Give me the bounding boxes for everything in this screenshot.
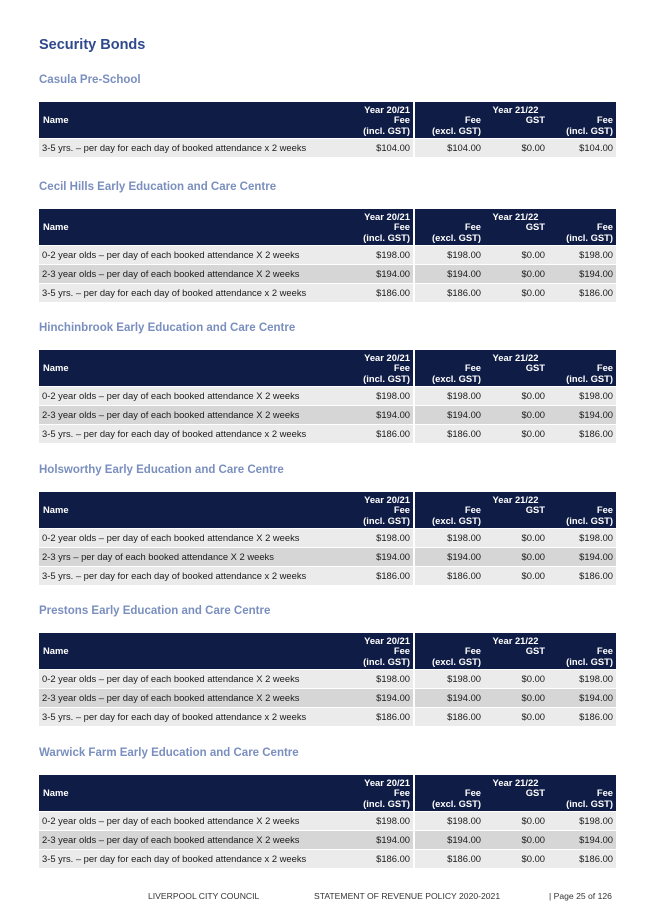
- fee-2122-incl-gst: $104.00: [548, 138, 616, 157]
- table-row: [39, 849, 616, 868]
- table-row: [39, 547, 616, 566]
- fee-2122-incl-gst: $198.00: [548, 386, 616, 405]
- column-header-fee-incl-curr: [548, 222, 616, 245]
- header-gst-label: GST: [525, 504, 545, 515]
- table-row: [39, 264, 616, 283]
- fee-2021-incl-gst: $194.00: [346, 688, 415, 707]
- fee-2122-excl-gst: $186.00: [415, 566, 484, 585]
- header-incl-gst-label: (incl. GST): [363, 372, 410, 384]
- column-header-fee-incl-curr: [548, 363, 616, 386]
- fee-2021-incl-gst: $198.00: [346, 669, 415, 688]
- table-row: [39, 688, 616, 707]
- table-row: [39, 386, 616, 405]
- fee-2122-incl-gst: $186.00: [548, 283, 616, 302]
- gst-amount: $0.00: [484, 830, 548, 849]
- gst-amount: $0.00: [484, 386, 548, 405]
- column-header-gst: [484, 363, 548, 386]
- column-header-fee-incl: [346, 222, 415, 245]
- column-header-year-prev: Year 20/21: [346, 775, 415, 788]
- fee-2122-incl-gst: $194.00: [548, 830, 616, 849]
- header-incl-gst-label: (incl. GST): [363, 655, 410, 667]
- header-fee-label: Fee: [464, 787, 481, 798]
- table-row: [39, 283, 616, 302]
- fee-2122-incl-gst: $194.00: [548, 264, 616, 283]
- header-incl-gst-label: (incl. GST): [566, 231, 613, 243]
- fee-name: 3-5 yrs. – per day for each day of booked attendance x 2 weeks: [39, 138, 346, 157]
- fee-name: 3-5 yrs. – per day for each day of booked attendance x 2 weeks: [39, 424, 346, 443]
- column-header-fee-incl: [346, 115, 415, 138]
- fee-2021-incl-gst: $198.00: [346, 386, 415, 405]
- header-incl-gst-label: (incl. GST): [566, 655, 613, 667]
- header-gst-label: GST: [525, 114, 545, 125]
- fee-2122-incl-gst: $186.00: [548, 707, 616, 726]
- header-incl-gst-label: (incl. GST): [363, 797, 410, 809]
- fee-2122-excl-gst: $198.00: [415, 669, 484, 688]
- fee-name: 2-3 year olds – per day of each booked attendance X 2 weeks: [39, 688, 346, 707]
- header-fee-label: Fee: [464, 504, 481, 515]
- header-excl-gst-label: (excl. GST): [432, 372, 481, 384]
- header-incl-gst-label: (incl. GST): [566, 124, 613, 136]
- fee-2021-incl-gst: $194.00: [346, 264, 415, 283]
- section-title: Holsworthy Early Education and Care Centre: [39, 464, 284, 476]
- column-header-fee-incl-curr: [548, 788, 616, 811]
- fee-name: 3-5 yrs. – per day for each day of booked attendance x 2 weeks: [39, 566, 346, 585]
- column-header-name: Name: [39, 102, 346, 138]
- fee-name: 0-2 year olds – per day of each booked attendance X 2 weeks: [39, 386, 346, 405]
- gst-amount: $0.00: [484, 688, 548, 707]
- fee-2122-excl-gst: $198.00: [415, 811, 484, 830]
- column-header-fee-excl: [415, 788, 484, 811]
- column-header-fee-excl: [415, 646, 484, 669]
- fee-2122-incl-gst: $194.00: [548, 547, 616, 566]
- footer-statement: STATEMENT OF REVENUE POLICY 2020-2021: [314, 891, 501, 901]
- header-excl-gst-label: (excl. GST): [432, 124, 481, 136]
- section-title: Casula Pre-School: [39, 74, 141, 86]
- column-header-fee-incl: [346, 505, 415, 528]
- fee-2122-excl-gst: $194.00: [415, 830, 484, 849]
- column-header-fee-incl-curr: [548, 115, 616, 138]
- fee-2021-incl-gst: $194.00: [346, 405, 415, 424]
- column-header-name: Name: [39, 492, 346, 528]
- fee-table: [39, 350, 616, 443]
- column-header-fee-excl: [415, 115, 484, 138]
- table-row: [39, 245, 616, 264]
- gst-amount: $0.00: [484, 849, 548, 868]
- header-fee-label: Fee: [596, 114, 613, 125]
- section-title: Prestons Early Education and Care Centre: [39, 605, 271, 617]
- gst-amount: $0.00: [484, 283, 548, 302]
- header-fee-label: Fee: [596, 362, 613, 373]
- gst-amount: $0.00: [484, 669, 548, 688]
- fee-2122-excl-gst: $194.00: [415, 547, 484, 566]
- column-header-fee-incl: [346, 363, 415, 386]
- header-fee-label: Fee: [596, 645, 613, 656]
- column-header-year-prev: Year 20/21: [346, 350, 415, 363]
- header-fee-label: Fee: [393, 504, 410, 515]
- fee-table: [39, 102, 616, 157]
- fee-name: 3-5 yrs. – per day for each day of booked attendance x 2 weeks: [39, 707, 346, 726]
- fee-2122-incl-gst: $186.00: [548, 849, 616, 868]
- header-gst-label: GST: [525, 787, 545, 798]
- header-incl-gst-label: (incl. GST): [363, 124, 410, 136]
- column-header-fee-excl: [415, 363, 484, 386]
- column-header-gst: [484, 222, 548, 245]
- header-excl-gst-label: (excl. GST): [432, 797, 481, 809]
- gst-amount: $0.00: [484, 138, 548, 157]
- header-gst-label: GST: [525, 645, 545, 656]
- header-incl-gst-label: (incl. GST): [363, 231, 410, 243]
- fee-2122-excl-gst: $194.00: [415, 688, 484, 707]
- fee-2122-excl-gst: $198.00: [415, 386, 484, 405]
- table-row: [39, 707, 616, 726]
- header-fee-label: Fee: [393, 645, 410, 656]
- fee-section: [39, 179, 616, 302]
- column-header-year-curr: Year 21/22: [415, 102, 616, 115]
- header-fee-label: Fee: [596, 221, 613, 232]
- column-header-fee-excl: [415, 505, 484, 528]
- gst-amount: $0.00: [484, 707, 548, 726]
- fee-2021-incl-gst: $194.00: [346, 547, 415, 566]
- fee-2122-incl-gst: $186.00: [548, 424, 616, 443]
- header-fee-label: Fee: [464, 221, 481, 232]
- fee-2021-incl-gst: $186.00: [346, 424, 415, 443]
- fee-section: [39, 603, 616, 726]
- fee-2122-excl-gst: $186.00: [415, 707, 484, 726]
- header-fee-label: Fee: [393, 362, 410, 373]
- column-header-name: Name: [39, 350, 346, 386]
- header-gst-label: GST: [525, 362, 545, 373]
- header-incl-gst-label: (incl. GST): [566, 514, 613, 526]
- fee-2122-excl-gst: $194.00: [415, 264, 484, 283]
- header-fee-label: Fee: [464, 645, 481, 656]
- column-header-name: Name: [39, 209, 346, 245]
- column-header-name: Name: [39, 633, 346, 669]
- section-title: Warwick Farm Early Education and Care Centre: [39, 747, 299, 759]
- table-row: [39, 566, 616, 585]
- fee-2122-incl-gst: $194.00: [548, 405, 616, 424]
- gst-amount: $0.00: [484, 528, 548, 547]
- fee-2021-incl-gst: $104.00: [346, 138, 415, 157]
- fee-2021-incl-gst: $198.00: [346, 811, 415, 830]
- fee-name: 3-5 yrs. – per day for each day of booked attendance x 2 weeks: [39, 849, 346, 868]
- fee-2021-incl-gst: $198.00: [346, 528, 415, 547]
- column-header-fee-incl: [346, 788, 415, 811]
- fee-2021-incl-gst: $186.00: [346, 849, 415, 868]
- gst-amount: $0.00: [484, 264, 548, 283]
- table-row: [39, 138, 616, 157]
- fee-2021-incl-gst: $198.00: [346, 245, 415, 264]
- gst-amount: $0.00: [484, 424, 548, 443]
- fee-2021-incl-gst: $186.00: [346, 707, 415, 726]
- footer-page-number: | Page 25 of 126: [549, 891, 612, 901]
- fee-name: 3-5 yrs. – per day for each day of booked attendance x 2 weeks: [39, 283, 346, 302]
- fee-section: [39, 745, 616, 868]
- table-row: [39, 528, 616, 547]
- fee-name: 0-2 year olds – per day of each booked attendance X 2 weeks: [39, 669, 346, 688]
- gst-amount: $0.00: [484, 245, 548, 264]
- fee-section: [39, 320, 616, 443]
- footer-council: LIVERPOOL CITY COUNCIL: [148, 891, 260, 901]
- fee-section: [39, 462, 616, 585]
- header-fee-label: Fee: [393, 221, 410, 232]
- column-header-gst: [484, 505, 548, 528]
- fee-name: 2-3 year olds – per day of each booked attendance X 2 weeks: [39, 405, 346, 424]
- header-excl-gst-label: (excl. GST): [432, 655, 481, 667]
- header-fee-label: Fee: [393, 114, 410, 125]
- fee-name: 2-3 year olds – per day of each booked attendance X 2 weeks: [39, 264, 346, 283]
- column-header-year-curr: Year 21/22: [415, 775, 616, 788]
- header-fee-label: Fee: [464, 114, 481, 125]
- header-fee-label: Fee: [596, 787, 613, 798]
- column-header-gst: [484, 646, 548, 669]
- fee-2122-incl-gst: $186.00: [548, 566, 616, 585]
- section-title: Cecil Hills Early Education and Care Centre: [39, 181, 277, 193]
- table-row: [39, 405, 616, 424]
- fee-name: 2-3 yrs – per day of each booked attendance X 2 weeks: [39, 547, 346, 566]
- fee-2122-incl-gst: $198.00: [548, 811, 616, 830]
- fee-2122-excl-gst: $194.00: [415, 405, 484, 424]
- column-header-name: Name: [39, 775, 346, 811]
- header-gst-label: GST: [525, 221, 545, 232]
- fee-2021-incl-gst: $186.00: [346, 566, 415, 585]
- fee-2122-excl-gst: $198.00: [415, 528, 484, 547]
- gst-amount: $0.00: [484, 547, 548, 566]
- column-header-year-curr: Year 21/22: [415, 209, 616, 222]
- header-fee-label: Fee: [596, 504, 613, 515]
- fee-2122-excl-gst: $104.00: [415, 138, 484, 157]
- column-header-year-curr: Year 21/22: [415, 492, 616, 505]
- header-incl-gst-label: (incl. GST): [363, 514, 410, 526]
- fee-2122-excl-gst: $186.00: [415, 849, 484, 868]
- header-excl-gst-label: (excl. GST): [432, 231, 481, 243]
- header-fee-label: Fee: [393, 787, 410, 798]
- fee-table: [39, 775, 616, 868]
- fee-name: 0-2 year olds – per day of each booked attendance X 2 weeks: [39, 811, 346, 830]
- fee-2122-incl-gst: $198.00: [548, 528, 616, 547]
- column-header-gst: [484, 115, 548, 138]
- gst-amount: $0.00: [484, 811, 548, 830]
- fee-2021-incl-gst: $194.00: [346, 830, 415, 849]
- table-row: [39, 830, 616, 849]
- fee-2122-incl-gst: $198.00: [548, 669, 616, 688]
- section-title: Hinchinbrook Early Education and Care Centre: [39, 322, 296, 334]
- fee-table: [39, 633, 616, 726]
- column-header-gst: [484, 788, 548, 811]
- fee-2122-incl-gst: $198.00: [548, 245, 616, 264]
- gst-amount: $0.00: [484, 405, 548, 424]
- page-title: Security Bonds: [39, 37, 146, 53]
- column-header-fee-incl: [346, 646, 415, 669]
- column-header-year-curr: Year 21/22: [415, 350, 616, 363]
- header-excl-gst-label: (excl. GST): [432, 514, 481, 526]
- gst-amount: $0.00: [484, 566, 548, 585]
- fee-2122-excl-gst: $186.00: [415, 424, 484, 443]
- fee-table: [39, 209, 616, 302]
- fee-section: [39, 72, 616, 157]
- fee-2122-excl-gst: $186.00: [415, 283, 484, 302]
- column-header-year-prev: Year 20/21: [346, 492, 415, 505]
- header-incl-gst-label: (incl. GST): [566, 372, 613, 384]
- header-incl-gst-label: (incl. GST): [566, 797, 613, 809]
- column-header-fee-excl: [415, 222, 484, 245]
- column-header-year-prev: Year 20/21: [346, 633, 415, 646]
- fee-table: [39, 492, 616, 585]
- fee-name: 2-3 year olds – per day of each booked attendance X 2 weeks: [39, 830, 346, 849]
- table-row: [39, 424, 616, 443]
- header-fee-label: Fee: [464, 362, 481, 373]
- fee-name: 0-2 year olds – per day of each booked attendance X 2 weeks: [39, 245, 346, 264]
- table-row: [39, 811, 616, 830]
- column-header-fee-incl-curr: [548, 505, 616, 528]
- column-header-year-curr: Year 21/22: [415, 633, 616, 646]
- column-header-year-prev: Year 20/21: [346, 102, 415, 115]
- fee-2122-incl-gst: $194.00: [548, 688, 616, 707]
- column-header-year-prev: Year 20/21: [346, 209, 415, 222]
- column-header-fee-incl-curr: [548, 646, 616, 669]
- fee-name: 0-2 year olds – per day of each booked attendance X 2 weeks: [39, 528, 346, 547]
- fee-2021-incl-gst: $186.00: [346, 283, 415, 302]
- table-row: [39, 669, 616, 688]
- fee-2122-excl-gst: $198.00: [415, 245, 484, 264]
